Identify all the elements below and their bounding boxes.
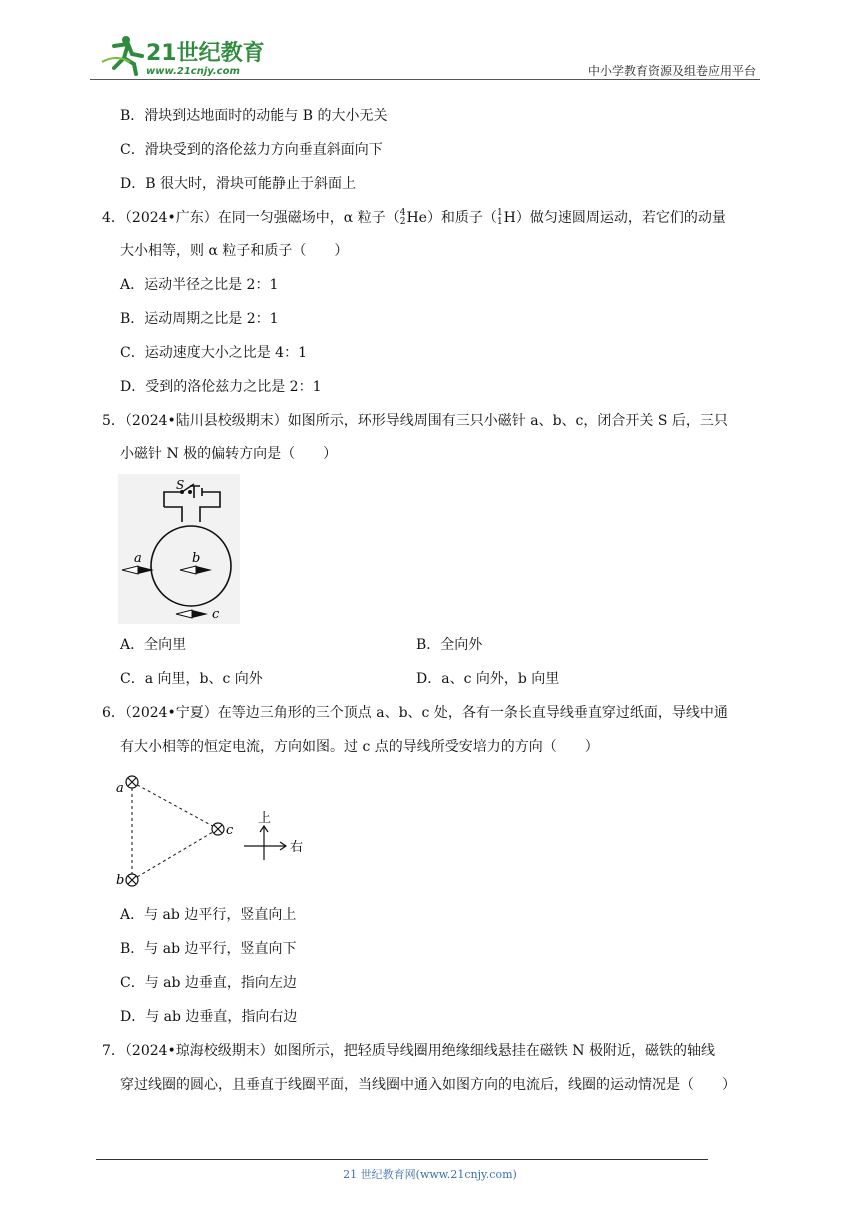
site-name: 中小学教育资源及组卷应用平台 — [587, 64, 756, 78]
page-header — [96, 32, 760, 80]
page-footer: 21 世纪教育网(www.21cnjy.com) — [343, 1168, 517, 1181]
he-mass-number: 4 — [399, 208, 406, 218]
q6-option-b: B．与 ab 边平行，竖直向下 — [120, 941, 297, 957]
footer-divider — [96, 1159, 708, 1160]
direction-right-label: 右 — [290, 840, 304, 855]
label-c: c — [212, 607, 220, 622]
q6-stem-line1: 6．（2024•宁夏）在等边三角形的三个顶点 a、b、c 处，各有一条长直导线垂直穿过纸面，导线中通 — [102, 705, 728, 721]
wire-a-icon — [126, 776, 138, 788]
logo-url: www.21cnjy.com — [146, 66, 240, 77]
q5-option-c: C．a 向里，b、c 向外 — [120, 671, 263, 687]
header-divider — [90, 79, 760, 80]
site-logo — [96, 32, 266, 78]
logo-text: 21世纪教育 — [146, 41, 265, 66]
wire-c-icon — [212, 823, 224, 835]
q3-option-b: B．滑块到达地面时的动能与 B 的大小无关 — [120, 108, 388, 124]
q5-stem-line1: 5．（2024•陆川县校级期末）如图所示，环形导线周围有三只小磁针 a、b、c，闭合开关 S 后，三只 — [102, 413, 728, 429]
q7-stem-line1: 7．（2024•琼海校级期末）如图所示，把轻质导线圈用绝缘细线悬挂在磁铁 N 极附近，磁铁的轴线 — [102, 1043, 715, 1059]
label-b: b — [192, 551, 201, 566]
q4-stem-part3: ）做匀速圆周运动，若它们的动量 — [515, 210, 726, 226]
h-nuclide-numbers — [497, 209, 503, 227]
q6-option-c: C．与 ab 边垂直，指向左边 — [120, 975, 297, 991]
he-charge-number: 2 — [399, 217, 406, 227]
q5-stem-line2: 小磁针 N 极的偏转方向是（ ） — [120, 446, 338, 462]
q4-option-a: A．运动半径之比是 2：1 — [120, 277, 279, 293]
q7-stem-line2: 穿过线圈的圆心，且垂直于线圈平面，当线圈中通入如图方向的电流后，线圈的运动情况是（ ） — [120, 1077, 736, 1093]
q5-option-b: B．全向外 — [416, 637, 483, 653]
q4-stem-part2: ）和质子（ — [426, 210, 497, 226]
q6-stem-line2: 有大小相等的恒定电流，方向如图。过 c 点的导线所受安培力的方向（ ） — [120, 739, 599, 755]
vertex-label-a: a — [116, 781, 124, 796]
h-mass-number: 1 — [496, 208, 503, 218]
q6-triangle-figure — [112, 772, 312, 890]
runner-icon — [102, 36, 142, 74]
q6-option-a: A．与 ab 边平行，竖直向上 — [120, 907, 297, 923]
q4-stem-part1: 4．（2024•广东）在同一匀强磁场中，α 粒子（ — [102, 210, 400, 226]
direction-up-label: 上 — [258, 811, 272, 826]
he-symbol: He — [406, 210, 427, 226]
q3-option-c: C．滑块受到的洛伦兹力方向垂直斜面向下 — [120, 142, 383, 158]
label-a: a — [134, 551, 142, 566]
q5-circuit-figure — [118, 474, 240, 624]
q4-option-b: B．运动周期之比是 2：1 — [120, 311, 279, 327]
q4-option-d: D．受到的洛伦兹力之比是 2：1 — [120, 379, 322, 395]
q5-option-d: D．a、c 向外，b 向里 — [416, 671, 560, 687]
vertex-label-c: c — [226, 823, 234, 838]
h-charge-number: 1 — [496, 217, 503, 227]
q4-stem-line1 — [102, 208, 726, 228]
q6-option-d: D．与 ab 边垂直，指向右边 — [120, 1009, 298, 1025]
direction-axes-icon — [244, 826, 286, 860]
he-nuclide-numbers — [400, 209, 406, 227]
h-symbol: H — [503, 210, 516, 226]
q3-option-d: D．B 很大时，滑块可能静止于斜面上 — [120, 176, 356, 192]
q5-option-a: A．全向里 — [120, 637, 187, 653]
wire-b-icon — [126, 874, 138, 886]
q4-stem-line2: 大小相等，则 α 粒子和质子（ ） — [120, 243, 349, 259]
q4-option-c: C．运动速度大小之比是 4：1 — [120, 345, 307, 361]
switch-label: S — [176, 478, 185, 492]
vertex-label-b: b — [116, 873, 125, 888]
